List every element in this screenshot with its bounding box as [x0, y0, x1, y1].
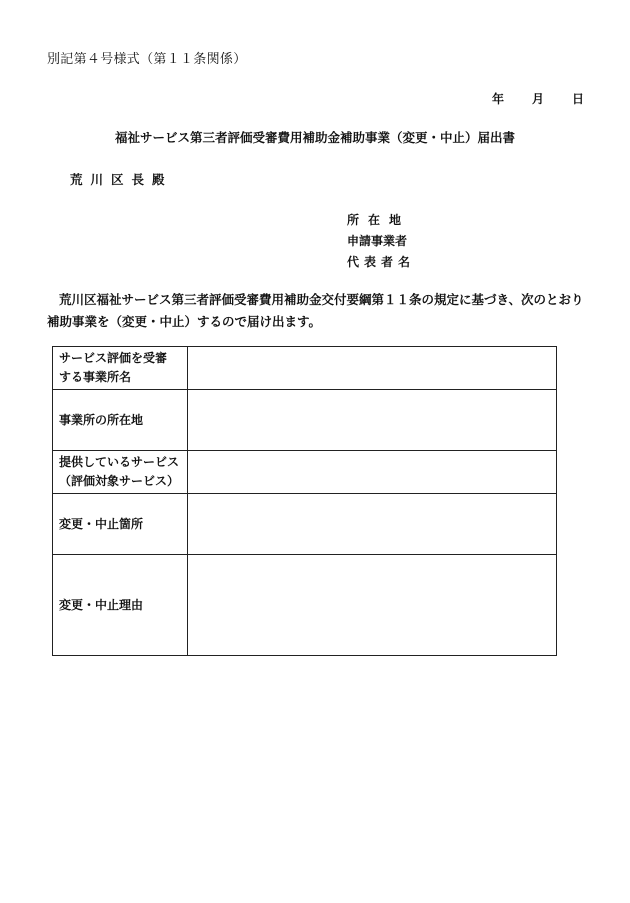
row-value-field[interactable]	[188, 494, 557, 555]
label-line: 事業所の所在地	[59, 412, 144, 427]
date-month: 月	[531, 92, 544, 106]
row-label	[53, 494, 188, 555]
label-line: （評価対象サービス）	[59, 474, 180, 488]
applicant-block	[347, 210, 415, 273]
table-row	[53, 494, 557, 555]
date-line	[492, 90, 584, 107]
row-label	[53, 390, 188, 451]
row-label	[53, 451, 188, 494]
label-line: 変更・中止理由	[59, 597, 144, 612]
row-value-field[interactable]	[188, 390, 557, 451]
table-row	[53, 451, 557, 494]
address-label: 所在地	[347, 213, 411, 227]
row-label	[53, 347, 188, 390]
table-row	[53, 390, 557, 451]
representative-label: 代表者名	[347, 255, 416, 269]
label-line: 提供しているサービス	[59, 455, 180, 469]
addressee: 荒川区長殿	[70, 172, 173, 187]
notification-table	[52, 346, 557, 656]
label-line: 変更・中止箇所	[59, 516, 144, 531]
label-line: する事業所名	[59, 370, 132, 384]
form-number: 別記第４号様式（第１１条関係）	[47, 52, 247, 67]
applicant-label: 申請事業者	[347, 234, 408, 248]
table-row	[53, 347, 557, 390]
row-value-field[interactable]	[188, 347, 557, 390]
document-title: 福祉サービス第三者評価受審費用補助金補助事業（変更・中止）届出書	[114, 130, 515, 145]
date-year: 年	[491, 92, 504, 106]
row-value-field[interactable]	[188, 555, 557, 656]
table-row	[53, 555, 557, 656]
row-value-field[interactable]	[188, 451, 557, 494]
date-day: 日	[571, 92, 584, 106]
row-label	[53, 555, 188, 656]
body-text: 荒川区福祉サービス第三者評価受審費用補助金交付要綱第１１条の規定に基づき、次のとおり補助事業を（変更・中止）するので届け出ます。	[47, 292, 584, 329]
label-line: サービス評価を受審	[59, 351, 168, 365]
